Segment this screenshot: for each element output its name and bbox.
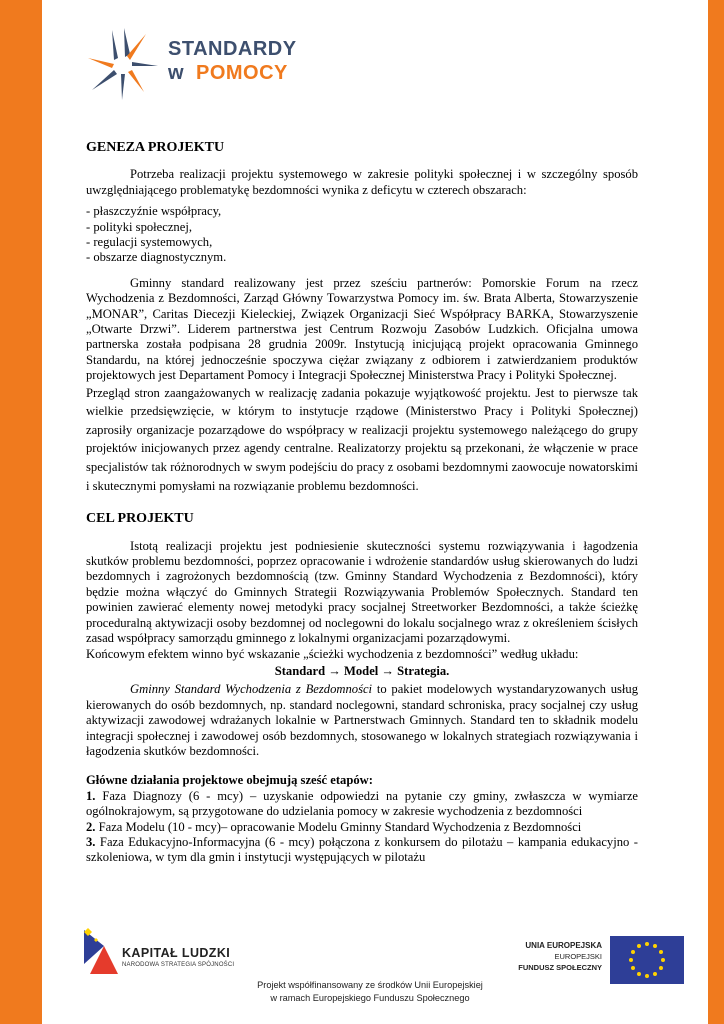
gswb-title: Gminny Standard Wychodzenia z Bezdomności (130, 682, 373, 697)
paragraph-gswb (86, 682, 638, 759)
heading-geneza: GENEZA PROJEKTU (86, 140, 225, 155)
cofinancing-note (220, 979, 520, 1005)
standardy-logo (84, 24, 324, 104)
phase-item (86, 820, 638, 835)
gswb-text: to pakiet modelowych wystandaryzowanych usług kierowanych do osób bezdomnych, np. standard noclegowni, standard schroniska, pracy socjalnej czy usług aktywizacji zawodowej wdrażanych lokalnie w Partnerstwach Gminnych. Standard ten to składnik modelu integracji społecznej i zawodowej osób bezdomnych, stosowanego w lokalnych strategiach rozwiązywania i łagodzenia skutków bezdomności. (86, 682, 638, 758)
list-item: - obszarze diagnostycznym. (86, 250, 227, 265)
cofinancing-line-2: w ramach Europejskiego Funduszu Społecznego (270, 993, 470, 1003)
paragraph-goal: Istotą realizacji projektu jest podniesienie skuteczności systemu rozwiązywania i łagodzenia skutków problemu bezdomności, poprzez opracowanie i wdrożenie standardów usług skierowanych do ludzi bezdomnych i zagrożonych bezdomnością (tzw. Gminny Standard Wychodzenia z Bezdomności), który będzie można włączyć do Gminnych Strategii Rozwiązywania Problemów Społecznych. Standard ten powinien zawierać elementy nowej metodyki pracy socjalnej Streetworker Bezdomności, a także ścieżkę proceduralną aktywizacji osoby bezdomnej od noclegowni do lokalu socjalnego wraz z określeniem ścisłych zasad współpracy samorządu gminnego z lokalnymi organizacjami pozarządowymi. (86, 538, 638, 646)
paragraph-intro: Potrzeba realizacji projektu systemowego w zakresie polityki społecznej i w szczególny sposób uwzględniającego problematykę bezdomności wynika z deficytu w czterech obszarach: (86, 167, 638, 197)
paragraph-partners: Gminny standard realizowany jest przez sześciu partnerów: Pomorskie Forum na rzecz Wychodzenia z Bezdomności, Zarząd Główny Towarzystwa Pomocy im. św. Brata Alberta, Stowarzyszenie „MONAR”, Caritas Diecezji Kieleckiej, Związek Organizacji Sieć Współpracy BARKA, Stowarzyszenie „Otwarte Drzwi”. Liderem partnerstwa jest Centrum Rozwoju Zasobów Ludzkich. Oficjalna umowa partnerska została podpisana 28 grudnia 2009r. Instytucją inicjującą projekt opracowania Gminnego Standardu, na której jednocześnie spoczywa ciężar związany z odbiorem i zatwierdzaniem produktów projektowych jest Departament Pomocy i Integracji Społecznej Ministerstwa Pracy i Polityki Społecznej. (86, 275, 638, 383)
eu-flag-icon (610, 936, 684, 984)
kapital-ludzki-title: KAPITAŁ LUDZKI (122, 946, 231, 960)
phase-text: Faza Modelu (10 - mcy)– opracowanie Modelu Gminny Standard Wychodzenia z Bezdomności (95, 819, 582, 834)
logo-text-pomocy: POMOCY (196, 62, 288, 84)
eu-logo-text (508, 940, 602, 973)
star-logo-icon (84, 24, 164, 104)
eu-name: UNIA EUROPEJSKA (525, 941, 602, 950)
kapital-ludzki-logo (84, 924, 264, 976)
paragraph-final-effect: Końcowym efektem winno być wskazanie „ścieżki wychodzenia z bezdomności” według układu: (86, 646, 579, 661)
left-orange-stripe (0, 0, 42, 1024)
list-item: - płaszczyźnie współpracy, (86, 204, 222, 219)
eu-fund-line: EUROPEJSKI (554, 952, 602, 961)
eu-fund-name: FUNDUSZ SPOŁECZNY (518, 963, 602, 972)
list-item: - regulacji systemowych, (86, 235, 213, 250)
phase-number: 1. (86, 788, 96, 803)
phase-item (86, 835, 638, 866)
right-orange-stripe (708, 0, 724, 1024)
formula-line: Standard → Model → Strategia. (274, 663, 450, 678)
kapital-ludzki-subtitle: NARODOWA STRATEGIA SPÓJNOŚCI (122, 962, 235, 968)
eu-logo (508, 936, 688, 986)
phase-text: Faza Diagnozy (6 - mcy) – uzyskanie odpowiedzi na pytanie czy gminy, zwłaszcza w wymiarze ogólnokrajowym, są przygotowane do udzielania pomocy w zakresie wychodzenia z bezdomności (86, 788, 638, 819)
cofinancing-line-1: Projekt współfinansowany ze środków Unii Europejskiej (257, 980, 483, 990)
deficit-list (86, 204, 638, 266)
phase-item (86, 789, 638, 820)
phase-number: 3. (86, 834, 96, 849)
document-body (86, 140, 638, 866)
list-item: - polityki społecznej, (86, 219, 192, 234)
heading-phases: Główne działania projektowe obejmują sześć etapów: (86, 773, 373, 788)
logo-text-standardy: STANDARDY (168, 38, 297, 60)
logo-text-w: w (168, 62, 184, 84)
phase-text: Faza Edukacyjno-Informacyjna (6 - mcy) połączona z konkursem do pilotażu – kampania edukacyjno - szkoleniowa, w tym dla gmin i instytucji występujących w pilotażu (86, 834, 638, 865)
heading-cel: CEL PROJEKTU (86, 511, 194, 527)
phase-number: 2. (86, 819, 96, 834)
paragraph-review: Przegląd stron zaangażowanych w realizację zadania pokazuje wyjątkowość projektu. Jest to pierwsze tak wielkie przedsięwzięcie, w którym to instytucje rządowe (Ministerstwo Pracy i Polityki Społecznej) zaprosiły organizacje pozarządowe do współpracy w realizacji projektu systemowego należącego do grupy projektów inicjowanych przez agendy centralne. Realizatorzy projektu są przekonani, że włączenie w prace specjalistów tak różnorodnych w swym podejściu do pracy z osobami bezdomnymi zaowocuje nowatorskimi i skutecznymi pomysłami na rozwiązanie problemu bezdomności. (86, 385, 638, 493)
kapital-ludzki-emblem-icon (84, 924, 120, 976)
